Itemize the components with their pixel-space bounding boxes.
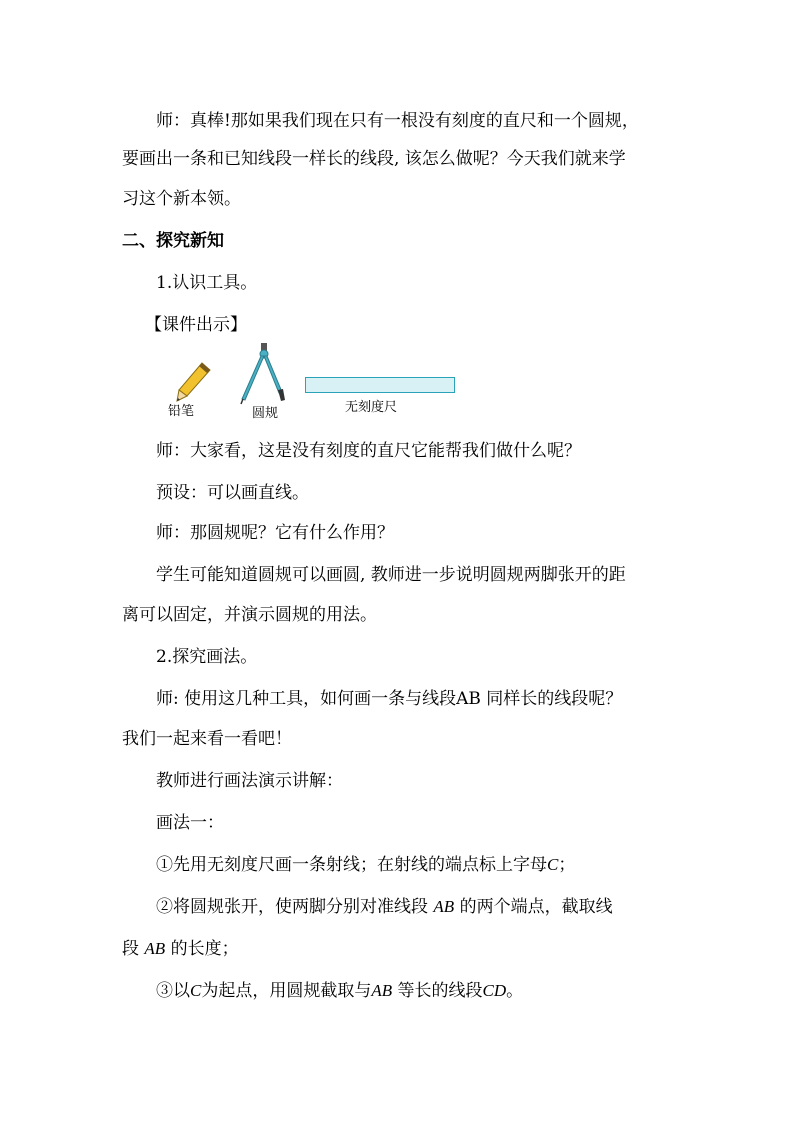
dialogue-line: 预设：可以画直线。 <box>156 483 309 503</box>
paragraph-line: 要画出一条和已知线段一样长的线段, 该怎么做呢？今天我们就来学 <box>122 149 626 169</box>
numbered-item: 1.认识工具。 <box>156 273 258 293</box>
pencil-label: 铅笔 <box>168 404 195 419</box>
paragraph-line: 教师进行画法演示讲解： <box>156 771 343 791</box>
section-heading: 二、探究新知 <box>122 231 224 251</box>
dialogue-line: 师：那圆规呢？它有什么作用？ <box>156 523 394 543</box>
paragraph-line: 离可以固定，并演示圆规的用法。 <box>122 605 377 625</box>
numbered-item: 2.探究画法。 <box>156 647 258 667</box>
paragraph-line: 师：真棒!那如果我们现在只有一根没有刻度的直尺和一个圆规， <box>156 111 639 131</box>
dialogue-line: 师：大家看，这是没有刻度的直尺它能帮我们做什么呢？ <box>156 441 581 461</box>
step-line: ②将圆规张开，使两脚分别对准线段 AB 的两个端点，截取线 <box>156 897 613 917</box>
pencil-icon <box>174 360 214 404</box>
tools-figure <box>160 340 480 430</box>
step-line: ①先用无刻度尺画一条射线；在射线的端点标上字母C； <box>156 855 576 875</box>
dialogue-line: 师: 使用这几种工具，如何画一条与线段AB 同样长的线段呢？ <box>156 689 623 709</box>
ruler-label: 无刻度尺 <box>345 400 398 415</box>
courseware-label: 【课件出示】 <box>145 315 247 335</box>
ruler-icon <box>305 377 455 393</box>
step-line: ③以C为起点，用圆规截取与AB 等长的线段CD。 <box>156 981 524 1001</box>
compass-icon <box>240 342 290 406</box>
paragraph-line: 学生可能知道圆规可以画圆, 教师进一步说明圆规两脚张开的距 <box>156 565 626 585</box>
step-line: 段 AB 的长度； <box>122 939 239 959</box>
method-heading: 画法一： <box>156 813 224 833</box>
compass-label: 圆规 <box>252 406 279 421</box>
paragraph-line: 习这个新本领。 <box>122 189 241 209</box>
dialogue-line: 我们一起来看一看吧！ <box>122 729 292 749</box>
